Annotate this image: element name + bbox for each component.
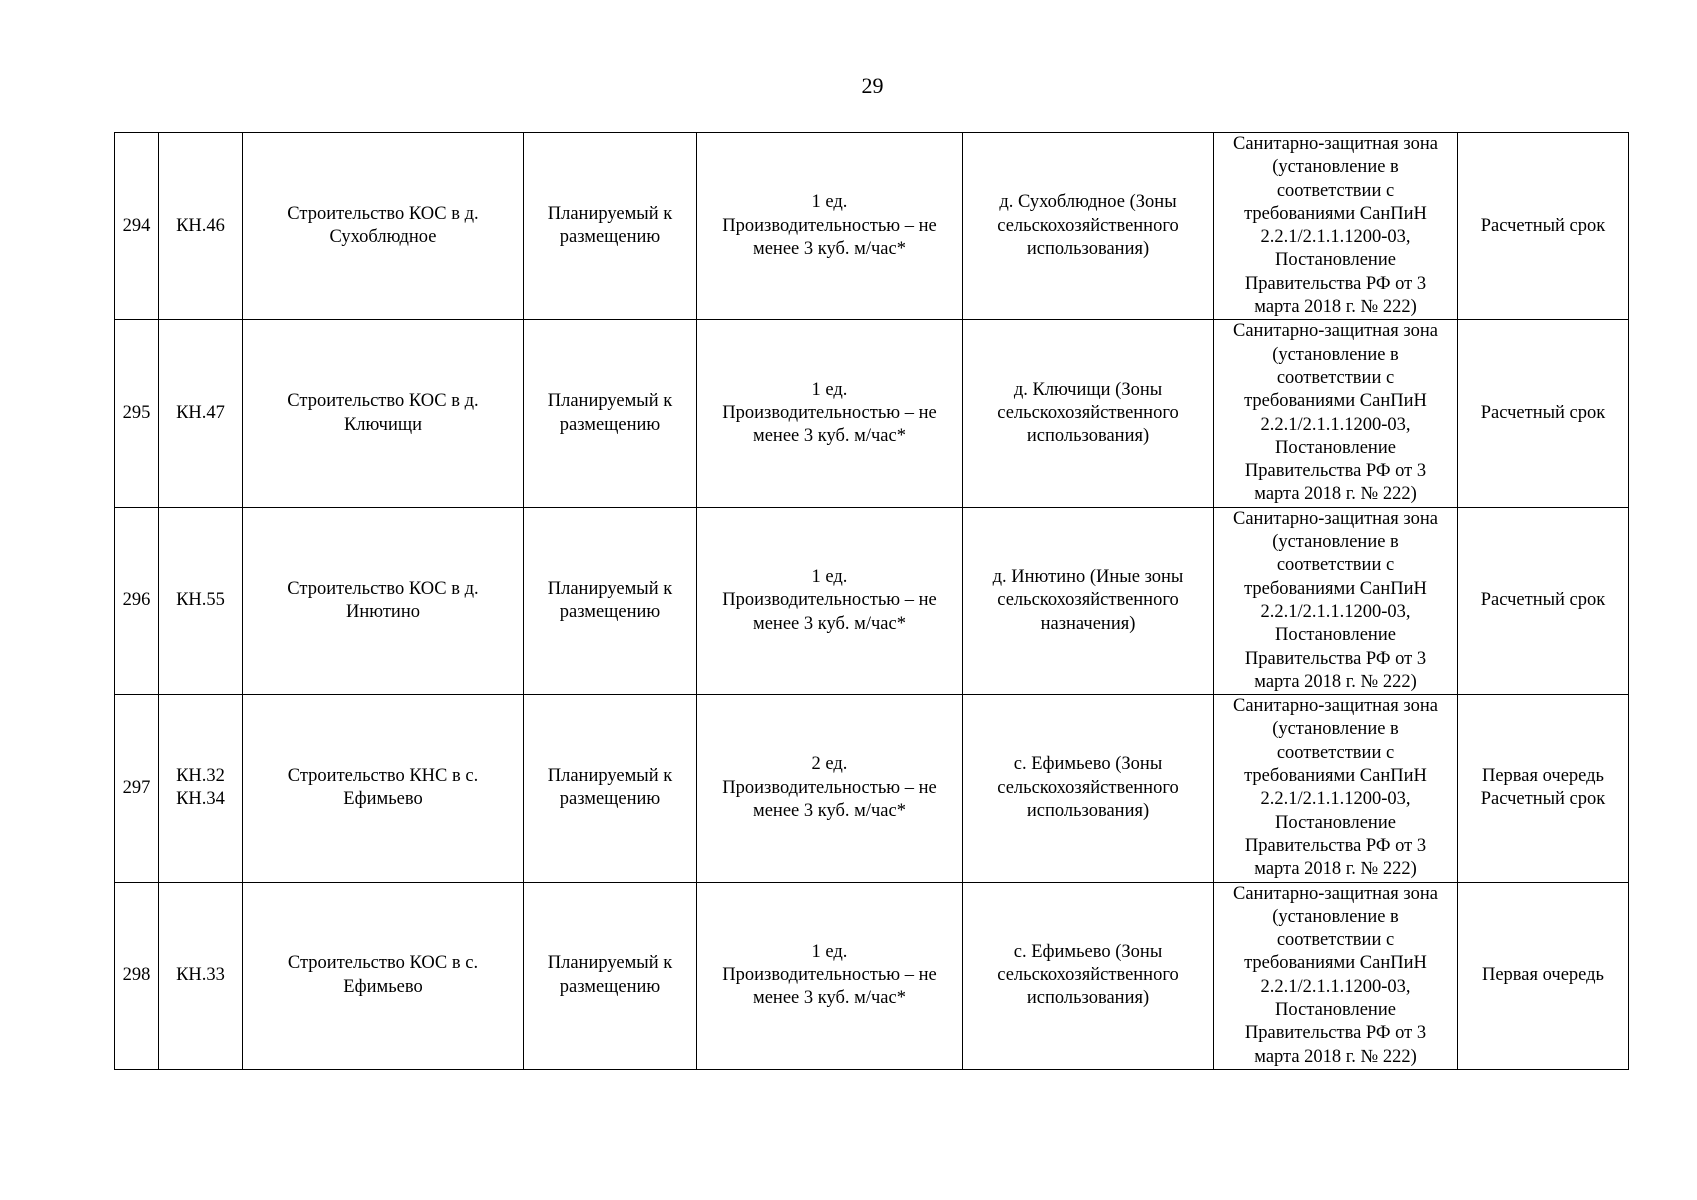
cell-capacity-line: Производительностью – не <box>722 590 937 611</box>
cell-capacity <box>697 507 963 694</box>
cell-code-line: КН.34 <box>176 789 225 810</box>
cell-zone-line: соответствии с <box>1276 742 1395 763</box>
cell-status-line: Планируемый к <box>547 578 673 599</box>
cell-code <box>159 882 243 1069</box>
cell-zone <box>1214 507 1458 694</box>
cell-code-line: КН.32 <box>176 766 225 787</box>
cell-term-line: Расчетный срок <box>1480 402 1606 423</box>
cell-zone-line: соответствии с <box>1276 555 1395 576</box>
cell-capacity-line: 1 ед. <box>811 941 848 962</box>
cell-location-line: назначения) <box>1040 613 1136 634</box>
cell-zone-line: Постановление <box>1275 625 1396 646</box>
cell-capacity-line: менее 3 куб. м/час* <box>753 988 906 1009</box>
cell-zone-line: Санитарно-защитная зона <box>1233 321 1438 342</box>
cell-zone-line: Правительства РФ от 3 <box>1244 1023 1427 1044</box>
table-row <box>115 695 1629 882</box>
cell-capacity-line: менее 3 куб. м/час* <box>753 238 906 259</box>
cell-status-line: размещению <box>559 976 661 997</box>
cell-zone-line: марта 2018 г. № 222) <box>1254 297 1417 318</box>
cell-zone-line: требованиями СанПиН <box>1244 391 1427 412</box>
cell-location-line: сельскохозяйственного <box>997 215 1179 236</box>
cell-status-line: Планируемый к <box>547 766 673 787</box>
cell-status-line: Планируемый к <box>547 953 673 974</box>
cell-object-name-line: Строительство КНС в с. <box>287 766 479 787</box>
cell-zone-line: требованиями СанПиН <box>1244 766 1427 787</box>
cell-zone-line: требованиями СанПиН <box>1244 953 1427 974</box>
cell-term <box>1458 133 1629 320</box>
cell-status <box>524 882 697 1069</box>
cell-term <box>1458 507 1629 694</box>
cell-zone-line: Правительства РФ от 3 <box>1244 648 1427 669</box>
cell-object-name <box>243 320 524 507</box>
table-row <box>115 882 1629 1069</box>
cell-zone-line: Санитарно-защитная зона <box>1233 883 1438 904</box>
cell-zone-line: марта 2018 г. № 222) <box>1254 484 1417 505</box>
cell-location-line: использования) <box>1026 426 1150 447</box>
cell-status-line: Планируемый к <box>547 203 673 224</box>
cell-location-line: д. Инютино (Иные зоны <box>992 566 1184 587</box>
cell-location-line: с. Ефимьево (Зоны <box>1013 754 1163 775</box>
cell-capacity-line: Производительностью – не <box>722 965 937 986</box>
cell-location-line: д. Ключищи (Зоны <box>1013 379 1163 400</box>
cell-capacity-line: 1 ед. <box>811 379 848 400</box>
cell-zone-line: Санитарно-защитная зона <box>1233 134 1438 154</box>
cell-zone-line: 2.2.1/2.1.1.1200-03, <box>1260 789 1411 810</box>
cell-zone-line: соответствии с <box>1276 367 1395 388</box>
table-body <box>115 133 1629 1070</box>
cell-location <box>963 695 1214 882</box>
cell-number: 297 <box>115 695 159 882</box>
cell-zone <box>1214 695 1458 882</box>
cell-capacity <box>697 882 963 1069</box>
cell-term <box>1458 882 1629 1069</box>
cell-term <box>1458 320 1629 507</box>
cell-zone-line: (установление в <box>1272 344 1399 365</box>
cell-code <box>159 320 243 507</box>
cell-location <box>963 507 1214 694</box>
cell-zone-line: Правительства РФ от 3 <box>1244 835 1427 856</box>
cell-object-name <box>243 133 524 320</box>
cell-zone <box>1214 133 1458 320</box>
cell-term-line: Расчетный срок <box>1480 590 1606 611</box>
cell-object-name-line: Ефимьево <box>343 789 423 810</box>
cell-zone <box>1214 320 1458 507</box>
table-row <box>115 507 1629 694</box>
page-number: 29 <box>861 73 884 98</box>
cell-zone-line: марта 2018 г. № 222) <box>1254 671 1417 692</box>
cell-location-line: сельскохозяйственного <box>997 965 1179 986</box>
cell-capacity-line: 2 ед. <box>811 754 848 775</box>
cell-capacity-line: Производительностью – не <box>722 777 937 798</box>
cell-code-line: КН.55 <box>176 590 225 611</box>
cell-term-line: Расчетный срок <box>1480 789 1606 810</box>
cell-status-line: Планируемый к <box>547 391 673 412</box>
cell-object-name-line: Строительство КОС в с. <box>287 953 479 974</box>
cell-zone-line: (установление в <box>1272 719 1399 740</box>
cell-status-line: размещению <box>559 601 661 622</box>
cell-zone-line: Постановление <box>1275 250 1396 271</box>
cell-object-name <box>243 695 524 882</box>
cell-location-line: д. Сухоблюдное (Зоны <box>999 192 1177 213</box>
cell-zone-line: (установление в <box>1272 532 1399 553</box>
cell-code <box>159 507 243 694</box>
cell-status <box>524 695 697 882</box>
cell-zone-line: Санитарно-защитная зона <box>1233 696 1438 717</box>
cell-zone-line: марта 2018 г. № 222) <box>1254 859 1417 880</box>
cell-zone-line: Постановление <box>1275 437 1396 458</box>
cell-object-name-line: Строительство КОС в д. <box>287 391 479 412</box>
cell-zone-line: Санитарно-защитная зона <box>1233 508 1438 529</box>
cell-zone-line: требованиями СанПиН <box>1244 578 1427 599</box>
cell-status-line: размещению <box>559 789 661 810</box>
cell-zone-line: Правительства РФ от 3 <box>1244 461 1427 482</box>
table-row <box>115 320 1629 507</box>
cell-code-line: КН.46 <box>176 215 225 236</box>
cell-capacity-line: 1 ед. <box>811 192 848 213</box>
cell-object-name-line: Сухоблюдное <box>329 227 437 248</box>
cell-location-line: с. Ефимьево (Зоны <box>1013 941 1163 962</box>
cell-status-line: размещению <box>559 414 661 435</box>
cell-term-line: Расчетный срок <box>1480 215 1606 236</box>
cell-capacity-line: менее 3 куб. м/час* <box>753 426 906 447</box>
cell-code-line: КН.47 <box>176 402 225 423</box>
cell-capacity <box>697 320 963 507</box>
cell-code <box>159 133 243 320</box>
cell-object-name-line: Строительство КОС в д. <box>287 203 479 224</box>
cell-capacity-line: менее 3 куб. м/час* <box>753 613 906 634</box>
cell-status <box>524 133 697 320</box>
cell-number: 296 <box>115 507 159 694</box>
cell-term-line: Первая очередь <box>1481 766 1604 787</box>
cell-zone-line: марта 2018 г. № 222) <box>1254 1046 1417 1067</box>
cell-zone-line: 2.2.1/2.1.1.1200-03, <box>1260 227 1411 248</box>
cell-location <box>963 133 1214 320</box>
cell-object-name-line: Ефимьево <box>343 976 423 997</box>
cell-code-line: КН.33 <box>176 965 225 986</box>
cell-location-line: сельскохозяйственного <box>997 402 1179 423</box>
cell-object-name <box>243 507 524 694</box>
cell-location-line: использования) <box>1026 988 1150 1009</box>
cell-capacity-line: 1 ед. <box>811 566 848 587</box>
cell-zone-line: (установление в <box>1272 157 1399 178</box>
cell-zone-line: Постановление <box>1275 999 1396 1020</box>
cell-capacity-line: менее 3 куб. м/час* <box>753 800 906 821</box>
cell-zone-line: требованиями СанПиН <box>1244 203 1427 224</box>
cell-location-line: сельскохозяйственного <box>997 777 1179 798</box>
cell-zone-line: 2.2.1/2.1.1.1200-03, <box>1260 976 1411 997</box>
cell-object-name-line: Ключищи <box>343 414 423 435</box>
cell-zone-line: (установление в <box>1272 906 1399 927</box>
cell-zone-line: Правительства РФ от 3 <box>1244 273 1427 294</box>
cell-zone-line: соответствии с <box>1276 930 1395 951</box>
cell-object-name <box>243 882 524 1069</box>
cell-number: 298 <box>115 882 159 1069</box>
cell-location <box>963 882 1214 1069</box>
cell-capacity-line: Производительностью – не <box>722 402 937 423</box>
cell-zone <box>1214 882 1458 1069</box>
cell-location-line: использования) <box>1026 800 1150 821</box>
cell-location-line: сельскохозяйственного <box>997 590 1179 611</box>
cell-status-line: размещению <box>559 227 661 248</box>
cell-status <box>524 507 697 694</box>
cell-capacity-line: Производительностью – не <box>722 215 937 236</box>
cell-number: 295 <box>115 320 159 507</box>
cell-term-line: Первая очередь <box>1481 965 1604 986</box>
objects-table <box>114 132 1629 1070</box>
cell-status <box>524 320 697 507</box>
cell-capacity <box>697 133 963 320</box>
cell-term <box>1458 695 1629 882</box>
cell-zone-line: соответствии с <box>1276 180 1395 201</box>
cell-capacity <box>697 695 963 882</box>
cell-object-name-line: Инютино <box>346 601 420 622</box>
table-row <box>115 133 1629 320</box>
cell-zone-line: 2.2.1/2.1.1.1200-03, <box>1260 414 1411 435</box>
cell-location-line: использования) <box>1026 238 1150 259</box>
cell-number: 294 <box>115 133 159 320</box>
cell-zone-line: 2.2.1/2.1.1.1200-03, <box>1260 601 1411 622</box>
cell-zone-line: Постановление <box>1275 812 1396 833</box>
cell-code <box>159 695 243 882</box>
cell-location <box>963 320 1214 507</box>
cell-object-name-line: Строительство КОС в д. <box>287 578 479 599</box>
